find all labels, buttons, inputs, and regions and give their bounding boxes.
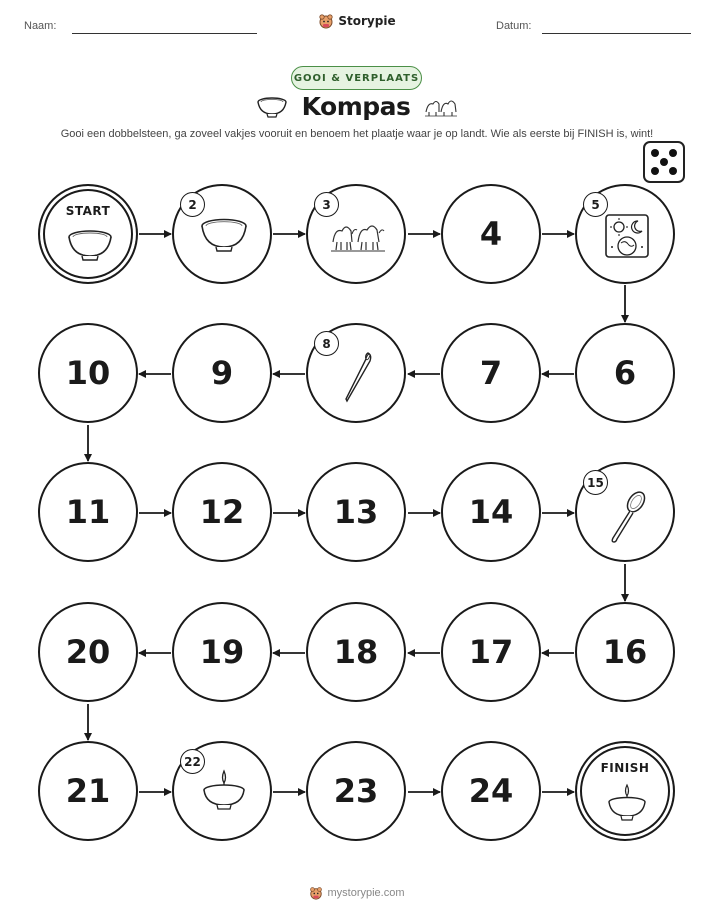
cell-number: 10 — [65, 354, 111, 392]
camels-icon — [330, 220, 386, 254]
start-label: START — [65, 204, 111, 218]
brand-logo — [0, 13, 714, 29]
cell-number: 24 — [468, 772, 514, 810]
date-line[interactable] — [542, 33, 691, 34]
footer-site[interactable]: mystorypie.com — [327, 887, 405, 899]
cell-number-tag: 2 — [180, 192, 205, 217]
board-cell-8[interactable] — [306, 323, 406, 423]
cell-number-tag: 5 — [583, 192, 608, 217]
board-cell-20[interactable] — [38, 602, 138, 702]
day-night-icon — [604, 213, 650, 259]
bowl-icon — [65, 228, 115, 262]
board-cell-15[interactable] — [575, 462, 675, 562]
board-cell-7[interactable] — [441, 323, 541, 423]
finish-label: FINISH — [600, 761, 650, 775]
cell-number: 19 — [199, 633, 245, 671]
die-icon — [643, 141, 685, 183]
board-cell-5[interactable] — [575, 184, 675, 284]
bowl-icon — [256, 96, 288, 118]
cell-number: 9 — [210, 354, 234, 392]
cell-number: 7 — [479, 354, 503, 392]
cell-number: 21 — [65, 772, 111, 810]
board-cell-10[interactable] — [38, 323, 138, 423]
board-cell-19[interactable] — [172, 602, 272, 702]
bowl-icon — [198, 216, 250, 254]
oil-lamp-icon — [198, 769, 250, 813]
page-title: Kompas — [301, 92, 411, 121]
board-cell-3[interactable] — [306, 184, 406, 284]
board-cell-14[interactable] — [441, 462, 541, 562]
board-cell-16[interactable] — [575, 602, 675, 702]
spoon-icon — [605, 488, 649, 546]
camels-icon — [424, 96, 458, 118]
cell-number: 18 — [333, 633, 379, 671]
board-cell-6[interactable] — [575, 323, 675, 423]
board-cell-21[interactable] — [38, 741, 138, 841]
brand-name: Storypie — [338, 14, 396, 28]
board-cell-18[interactable] — [306, 602, 406, 702]
board-cell-start[interactable] — [38, 184, 138, 284]
activity-badge: GOOI & VERPLAATS — [291, 66, 422, 90]
cell-number: 20 — [65, 633, 111, 671]
cell-number: 11 — [65, 493, 111, 531]
needle-icon — [338, 349, 378, 405]
board-cell-12[interactable] — [172, 462, 272, 562]
footer — [0, 886, 714, 900]
board-cell-22[interactable] — [172, 741, 272, 841]
date-label: Datum: — [496, 20, 532, 32]
mascot-icon — [318, 13, 334, 29]
cell-number: 23 — [333, 772, 379, 810]
cell-number-tag: 8 — [314, 331, 339, 356]
cell-number: 14 — [468, 493, 514, 531]
name-label: Naam: — [24, 20, 57, 32]
board-cell-2[interactable] — [172, 184, 272, 284]
cell-number: 13 — [333, 493, 379, 531]
cell-number: 17 — [468, 633, 514, 671]
cell-number: 4 — [479, 215, 503, 253]
board-cell-23[interactable] — [306, 741, 406, 841]
board-cell-9[interactable] — [172, 323, 272, 423]
board-cell-24[interactable] — [441, 741, 541, 841]
instructions: Gooi een dobbelsteen, ga zoveel vakjes vooruit en benoem het plaatje waar je op landt. Wie als eerste bij FINISH is, wint! — [60, 128, 654, 140]
board-cell-11[interactable] — [38, 462, 138, 562]
oil-lamp-icon — [604, 783, 650, 823]
cell-number: 6 — [613, 354, 637, 392]
title-row — [0, 92, 714, 121]
cell-number: 16 — [602, 633, 648, 671]
mascot-icon — [309, 886, 323, 900]
board-cell-13[interactable] — [306, 462, 406, 562]
cell-number-tag: 22 — [180, 749, 205, 774]
cell-number-tag: 15 — [583, 470, 608, 495]
name-line[interactable] — [72, 33, 257, 34]
board-cell-4[interactable] — [441, 184, 541, 284]
cell-number-tag: 3 — [314, 192, 339, 217]
board-cell-17[interactable] — [441, 602, 541, 702]
board-cell-finish[interactable] — [575, 741, 675, 841]
cell-number: 12 — [199, 493, 245, 531]
